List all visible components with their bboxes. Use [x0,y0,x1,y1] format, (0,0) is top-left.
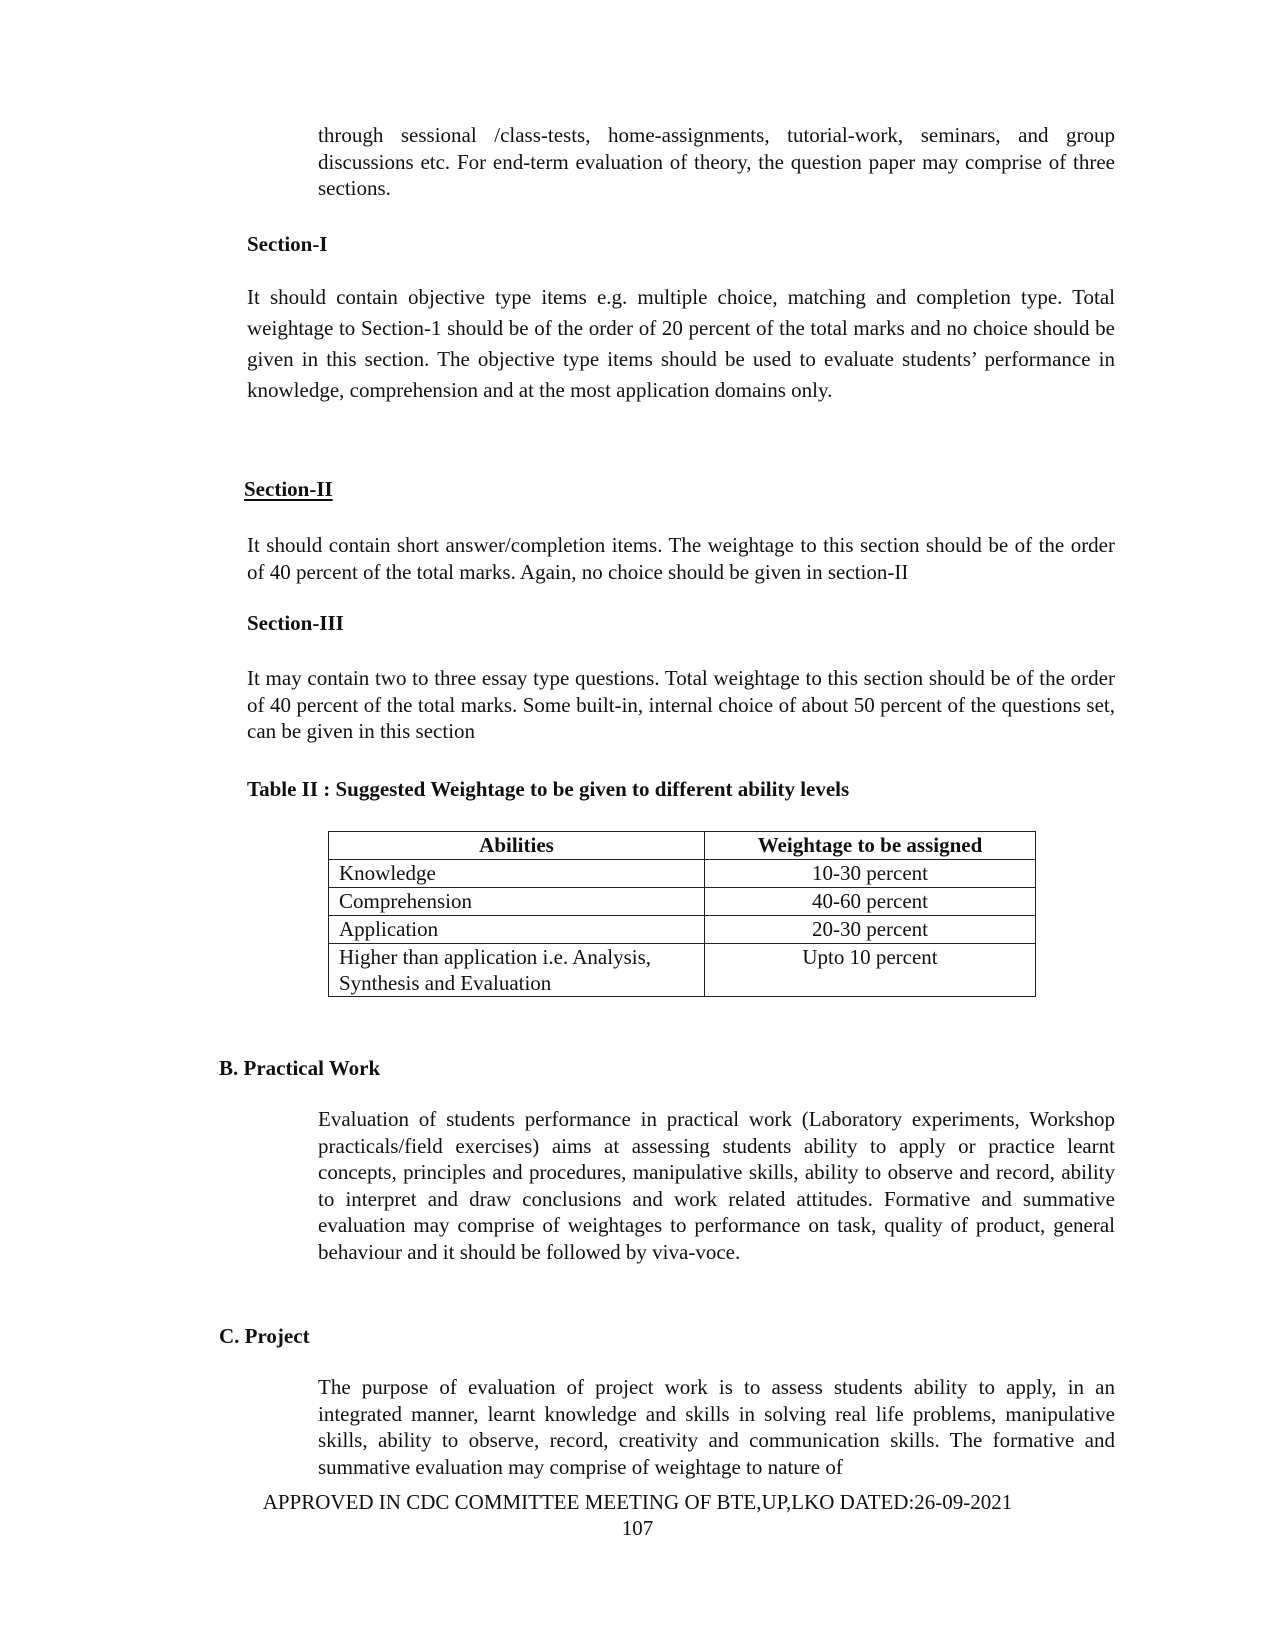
table-header-abilities: Abilities [329,832,705,860]
page-number: 107 [621,1516,654,1540]
table-cell-ability: Application [329,916,705,944]
section-3-paragraph: It may contain two to three essay type questions. Total weightage to this section should be of the order of 40 percent of the total marks. Some built-in, internal choice of about 50 percent of the questions set, can be given in this section [247,666,1115,743]
section-1-heading: Section-I [247,232,328,256]
weightage-table [328,831,1036,997]
table-row [329,888,1036,916]
project-paragraph: The purpose of evaluation of project work is to assess students ability to apply, in an integrated manner, learnt knowledge and skills in solving real life problems, manipulative skills, ability to observe, record, creativity and communication skills. The formative and summative evaluation may comprise of weightage to nature of [318,1375,1115,1479]
practical-work-heading: B. Practical Work [219,1056,381,1080]
intro-paragraph: through sessional /class-tests, home-assignments, tutorial-work, seminars, and group discussions etc. For end-term evaluation of theory, the question paper may comprise of three sections. [318,123,1115,200]
approval-footer: APPROVED IN CDC COMMITTEE MEETING OF BTE,UP,LKO DATED:26-09-2021 [262,1490,1013,1514]
table-cell-ability: Higher than application i.e. Analysis, Synthesis and Evaluation [329,944,705,997]
section-1-paragraph: It should contain objective type items e.g. multiple choice, matching and completion type. Total weightage to Section-1 should be of the order of 20 percent of the total marks and no choice should be given in this section. The objective type items should be used to evaluate students’ performance in knowledge, comprehension and at the most application domains only. [247,285,1115,402]
section-2-paragraph: It should contain short answer/completion items. The weightage to this section should be of the order of 40 percent of the total marks. Again, no choice should be given in section-II [247,533,1115,584]
table-cell-ability: Comprehension [329,888,705,916]
table-cell-weightage: 20-30 percent [705,916,1036,944]
table-cell-ability: Knowledge [329,860,705,888]
project-heading: C. Project [219,1324,310,1348]
table-row [329,860,1036,888]
table-row [329,916,1036,944]
table-row [329,944,1036,997]
table-cell-weightage: 40-60 percent [705,888,1036,916]
table-cell-weightage: Upto 10 percent [705,944,1036,997]
table-title: Table II : Suggested Weightage to be given to different ability levels [247,777,850,801]
table-cell-weightage: 10-30 percent [705,860,1036,888]
section-2-heading: Section-II [244,477,333,501]
table-header-weightage: Weightage to be assigned [705,832,1036,860]
section-3-heading: Section-III [247,611,344,635]
table-header-row [329,832,1036,860]
practical-work-paragraph: Evaluation of students performance in practical work (Laboratory experiments, Workshop practicals/field exercises) aims at assessing students ability to apply or practice learnt concepts, principles and procedures, manipulative skills, ability to observe and record, ability to interpret and draw conclusions and work related attitudes. Formative and summative evaluation may comprise of weightages to performance on task, quality of product, general behaviour and it should be followed by viva-voce. [318,1107,1115,1264]
